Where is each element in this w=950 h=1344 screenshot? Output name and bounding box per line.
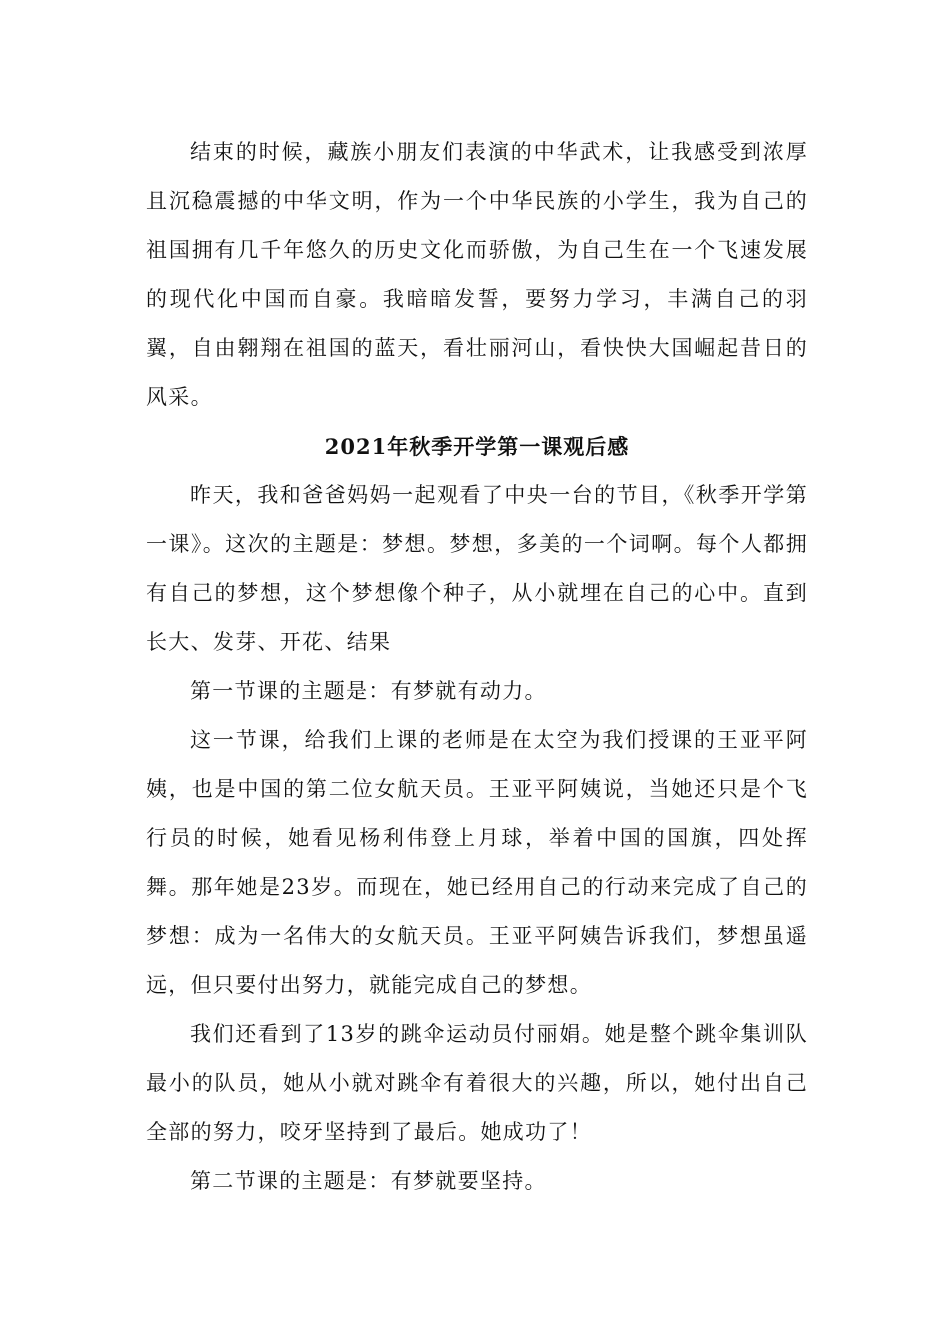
article-title: 2021年秋季开学第一课观后感 bbox=[324, 434, 630, 459]
paragraph-intro: 昨天，我和爸爸妈妈一起观看了中央一台的节目，《秋季开学第一课》。这次的主题是：梦想。梦想，多美的一个词啊。每个人都拥有自己的梦想，这个梦想像个种子，从小就埋在自己的心中。直到长大、发芽、开花、结果 bbox=[146, 483, 808, 654]
paragraph-lesson-one-theme: 第一节课的主题是：有梦就有动力。 bbox=[190, 679, 547, 703]
document-body bbox=[146, 128, 808, 1206]
paragraph-wang-yaping: 这一节课，给我们上课的老师是在太空为我们授课的王亚平阿姨，也是中国的第二位女航天员。王亚平阿姨说，当她还只是个飞行员的时候，她看见杨利伟登上月球，举着中国的国旗，四处挥舞。那年她是23岁。而现在，她已经用自己的行动来完成了自己的梦想：成为一名伟大的女航天员。王亚平阿姨告诉我们，梦想虽遥远，但只要付出努力，就能完成自己的梦想。 bbox=[146, 728, 808, 997]
paragraph-closing-reflection: 结束的时候，藏族小朋友们表演的中华武术，让我感受到浓厚且沉稳震撼的中华文明，作为一个中华民族的小学生，我为自己的祖国拥有几千年悠久的历史文化而骄傲，为自己生在一个飞速发展的现代化中国而自豪。我暗暗发誓，要努力学习，丰满自己的羽翼，自由翱翔在祖国的蓝天，看壮丽河山，看快快大国崛起昔日的风采。 bbox=[146, 140, 808, 409]
paragraph-parachutist: 我们还看到了13岁的跳伞运动员付丽娟。她是整个跳伞集训队最小的队员，她从小就对跳伞有着很大的兴趣，所以，她付出自己全部的努力，咬牙坚持到了最后。她成功了！ bbox=[146, 1022, 808, 1144]
paragraph-lesson-two-theme: 第二节课的主题是：有梦就要坚持。 bbox=[190, 1169, 547, 1193]
